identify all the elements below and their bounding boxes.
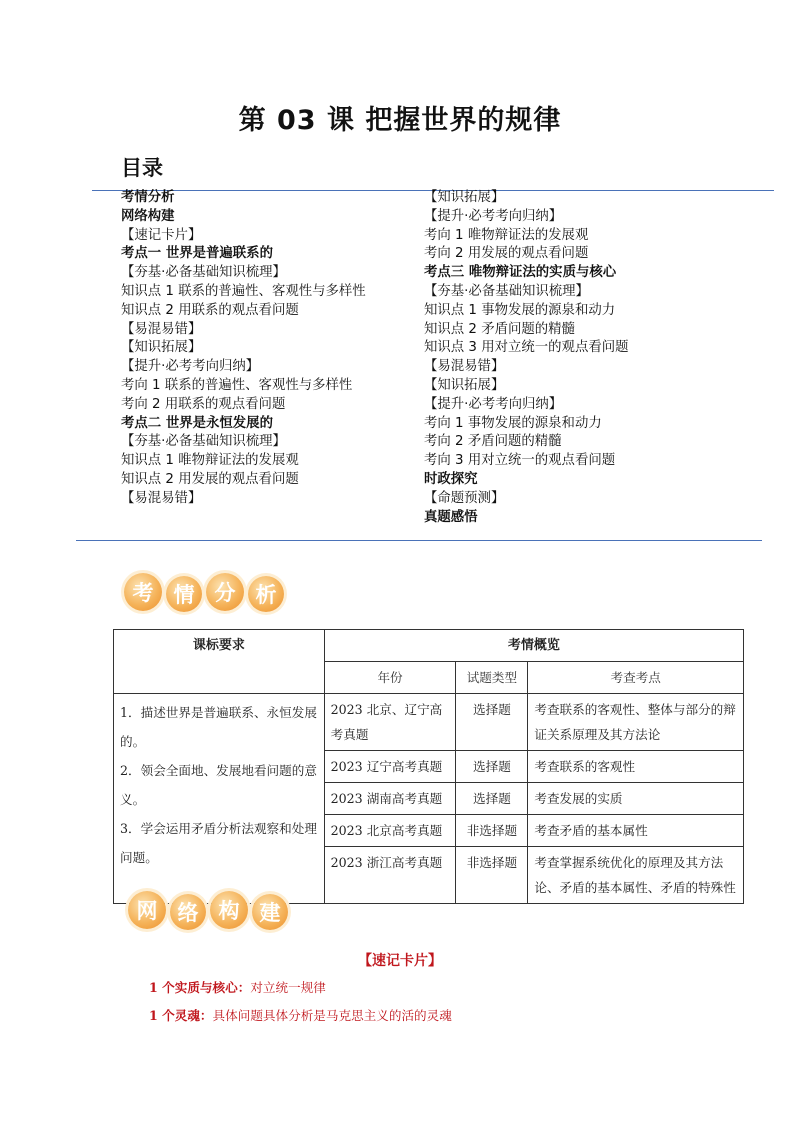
toc-item[interactable]: 【夯基·必备基础知识梳理】 xyxy=(424,283,589,299)
point-cell: 考查联系的客观性、整体与部分的辩证关系原理及其方法论 xyxy=(528,694,744,751)
toc-item[interactable]: 知识点 1 唯物辩证法的发展观 xyxy=(121,453,299,469)
toc-item[interactable]: 知识点 3 用对立统一的观点看问题 xyxy=(424,340,629,356)
exam-analysis-table xyxy=(113,629,744,904)
toc-item[interactable]: 知识点 2 矛盾问题的精髓 xyxy=(424,321,575,337)
toc-item[interactable]: 考向 2 用联系的观点看问题 xyxy=(121,396,286,412)
toc-item[interactable]: 【知识拓展】 xyxy=(121,340,202,356)
requirement-item: 3．学会运用矛盾分析法观察和处理问题。 xyxy=(120,821,317,865)
toc-heading: 目录 xyxy=(121,156,163,180)
header-requirements: 课标要求 xyxy=(114,630,325,694)
toc-item[interactable]: 【夯基·必备基础知识梳理】 xyxy=(121,434,286,450)
banner-char: 网 xyxy=(128,891,166,929)
toc-item[interactable]: 考向 1 唯物辩证法的发展观 xyxy=(424,227,589,243)
toc-item[interactable]: 知识点 1 联系的普遍性、客观性与多样性 xyxy=(121,283,366,299)
quick-card-label: 1 个实质与核心： xyxy=(149,980,251,995)
toc-item[interactable]: 考点一 世界是普遍联系的 xyxy=(121,246,273,262)
toc-item[interactable]: 时政探究 xyxy=(424,471,478,487)
banner-char: 情 xyxy=(166,576,202,612)
toc-bottom-rule xyxy=(76,540,762,541)
toc-item[interactable]: 【速记卡片】 xyxy=(121,227,202,243)
type-cell: 选择题 xyxy=(456,783,528,815)
year-cell: 2023 辽宁高考真题 xyxy=(324,751,456,783)
year-cell: 2023 北京高考真题 xyxy=(324,815,456,847)
toc-item[interactable]: 考向 1 事物发展的源泉和动力 xyxy=(424,415,602,431)
toc-item[interactable]: 【提升·必考考向归纳】 xyxy=(424,208,563,224)
banner-char: 构 xyxy=(210,891,248,929)
quick-card-title: 【速记卡片】 xyxy=(358,953,442,969)
toc-item[interactable]: 考向 2 用发展的观点看问题 xyxy=(424,246,589,262)
type-cell: 选择题 xyxy=(456,694,528,751)
toc-item[interactable]: 知识点 2 用联系的观点看问题 xyxy=(121,302,299,318)
year-cell: 2023 浙江高考真题 xyxy=(324,847,456,904)
requirements-cell xyxy=(114,694,325,904)
page-title: 第 03 课 把握世界的规律 xyxy=(238,105,562,136)
toc-item[interactable]: 【知识拓展】 xyxy=(424,190,505,205)
toc-item[interactable]: 考向 3 用对立统一的观点看问题 xyxy=(424,453,616,469)
toc-item[interactable]: 【夯基·必备基础知识梳理】 xyxy=(121,265,286,281)
quick-card-line xyxy=(149,1005,452,1024)
requirement-item: 2．领会全面地、发展地看问题的意义。 xyxy=(120,763,317,807)
quick-card-text: 具体问题具体分析是马克思主义的活的灵魂 xyxy=(212,1008,452,1023)
point-cell: 考查矛盾的基本属性 xyxy=(528,815,744,847)
subheader-point: 考查考点 xyxy=(528,662,744,694)
banner-char: 分 xyxy=(206,573,244,611)
toc-item[interactable]: 【命题预测】 xyxy=(424,490,505,506)
toc-item[interactable]: 【知识拓展】 xyxy=(424,377,505,393)
point-cell: 考查发展的实质 xyxy=(528,783,744,815)
banner-char: 考 xyxy=(124,573,162,611)
toc-item[interactable]: 知识点 2 用发展的观点看问题 xyxy=(121,471,299,487)
toc-item[interactable]: 考向 1 联系的普遍性、客观性与多样性 xyxy=(121,377,353,393)
type-cell: 非选择题 xyxy=(456,815,528,847)
section-banner-network xyxy=(128,890,288,930)
header-overview: 考情概览 xyxy=(324,630,743,662)
toc-item[interactable]: 【提升·必考考向归纳】 xyxy=(424,396,563,412)
banner-char: 析 xyxy=(248,576,284,612)
toc-item[interactable]: 考情分析 xyxy=(121,190,175,205)
toc-item[interactable]: 考点二 世界是永恒发展的 xyxy=(121,415,273,431)
quick-card-line xyxy=(149,977,326,996)
toc-item[interactable]: 考点三 唯物辩证法的实质与核心 xyxy=(424,265,617,281)
type-cell: 选择题 xyxy=(456,751,528,783)
subheader-year: 年份 xyxy=(324,662,456,694)
table-row xyxy=(114,694,744,751)
toc-item[interactable]: 【易混易错】 xyxy=(424,359,505,375)
quick-card-text: 对立统一规律 xyxy=(250,980,326,995)
banner-char: 建 xyxy=(252,894,288,930)
section-banner-exam-analysis xyxy=(124,572,284,612)
toc-item[interactable]: 【易混易错】 xyxy=(121,321,202,337)
year-cell: 2023 湖南高考真题 xyxy=(324,783,456,815)
toc-item[interactable]: 网络构建 xyxy=(121,208,175,224)
toc-right-column xyxy=(424,189,704,527)
quick-card-label: 1 个灵魂： xyxy=(149,1008,213,1023)
point-cell: 考查联系的客观性 xyxy=(528,751,744,783)
toc-item[interactable]: 【易混易错】 xyxy=(121,490,202,506)
year-cell: 2023 北京、辽宁高考真题 xyxy=(324,694,456,751)
subheader-type: 试题类型 xyxy=(456,662,528,694)
toc-item[interactable]: 知识点 1 事物发展的源泉和动力 xyxy=(424,302,616,318)
banner-char: 络 xyxy=(170,894,206,930)
toc-item[interactable]: 考向 2 矛盾问题的精髓 xyxy=(424,434,562,450)
toc-left-column xyxy=(121,189,391,509)
point-cell: 考查掌握系统优化的原理及其方法论、矛盾的基本属性、矛盾的特殊性 xyxy=(528,847,744,904)
requirement-item: 1．描述世界是普遍联系、永恒发展的。 xyxy=(120,705,317,749)
type-cell: 非选择题 xyxy=(456,847,528,904)
toc-item[interactable]: 真题感悟 xyxy=(424,509,478,525)
toc-item[interactable]: 【提升·必考考向归纳】 xyxy=(121,359,260,375)
